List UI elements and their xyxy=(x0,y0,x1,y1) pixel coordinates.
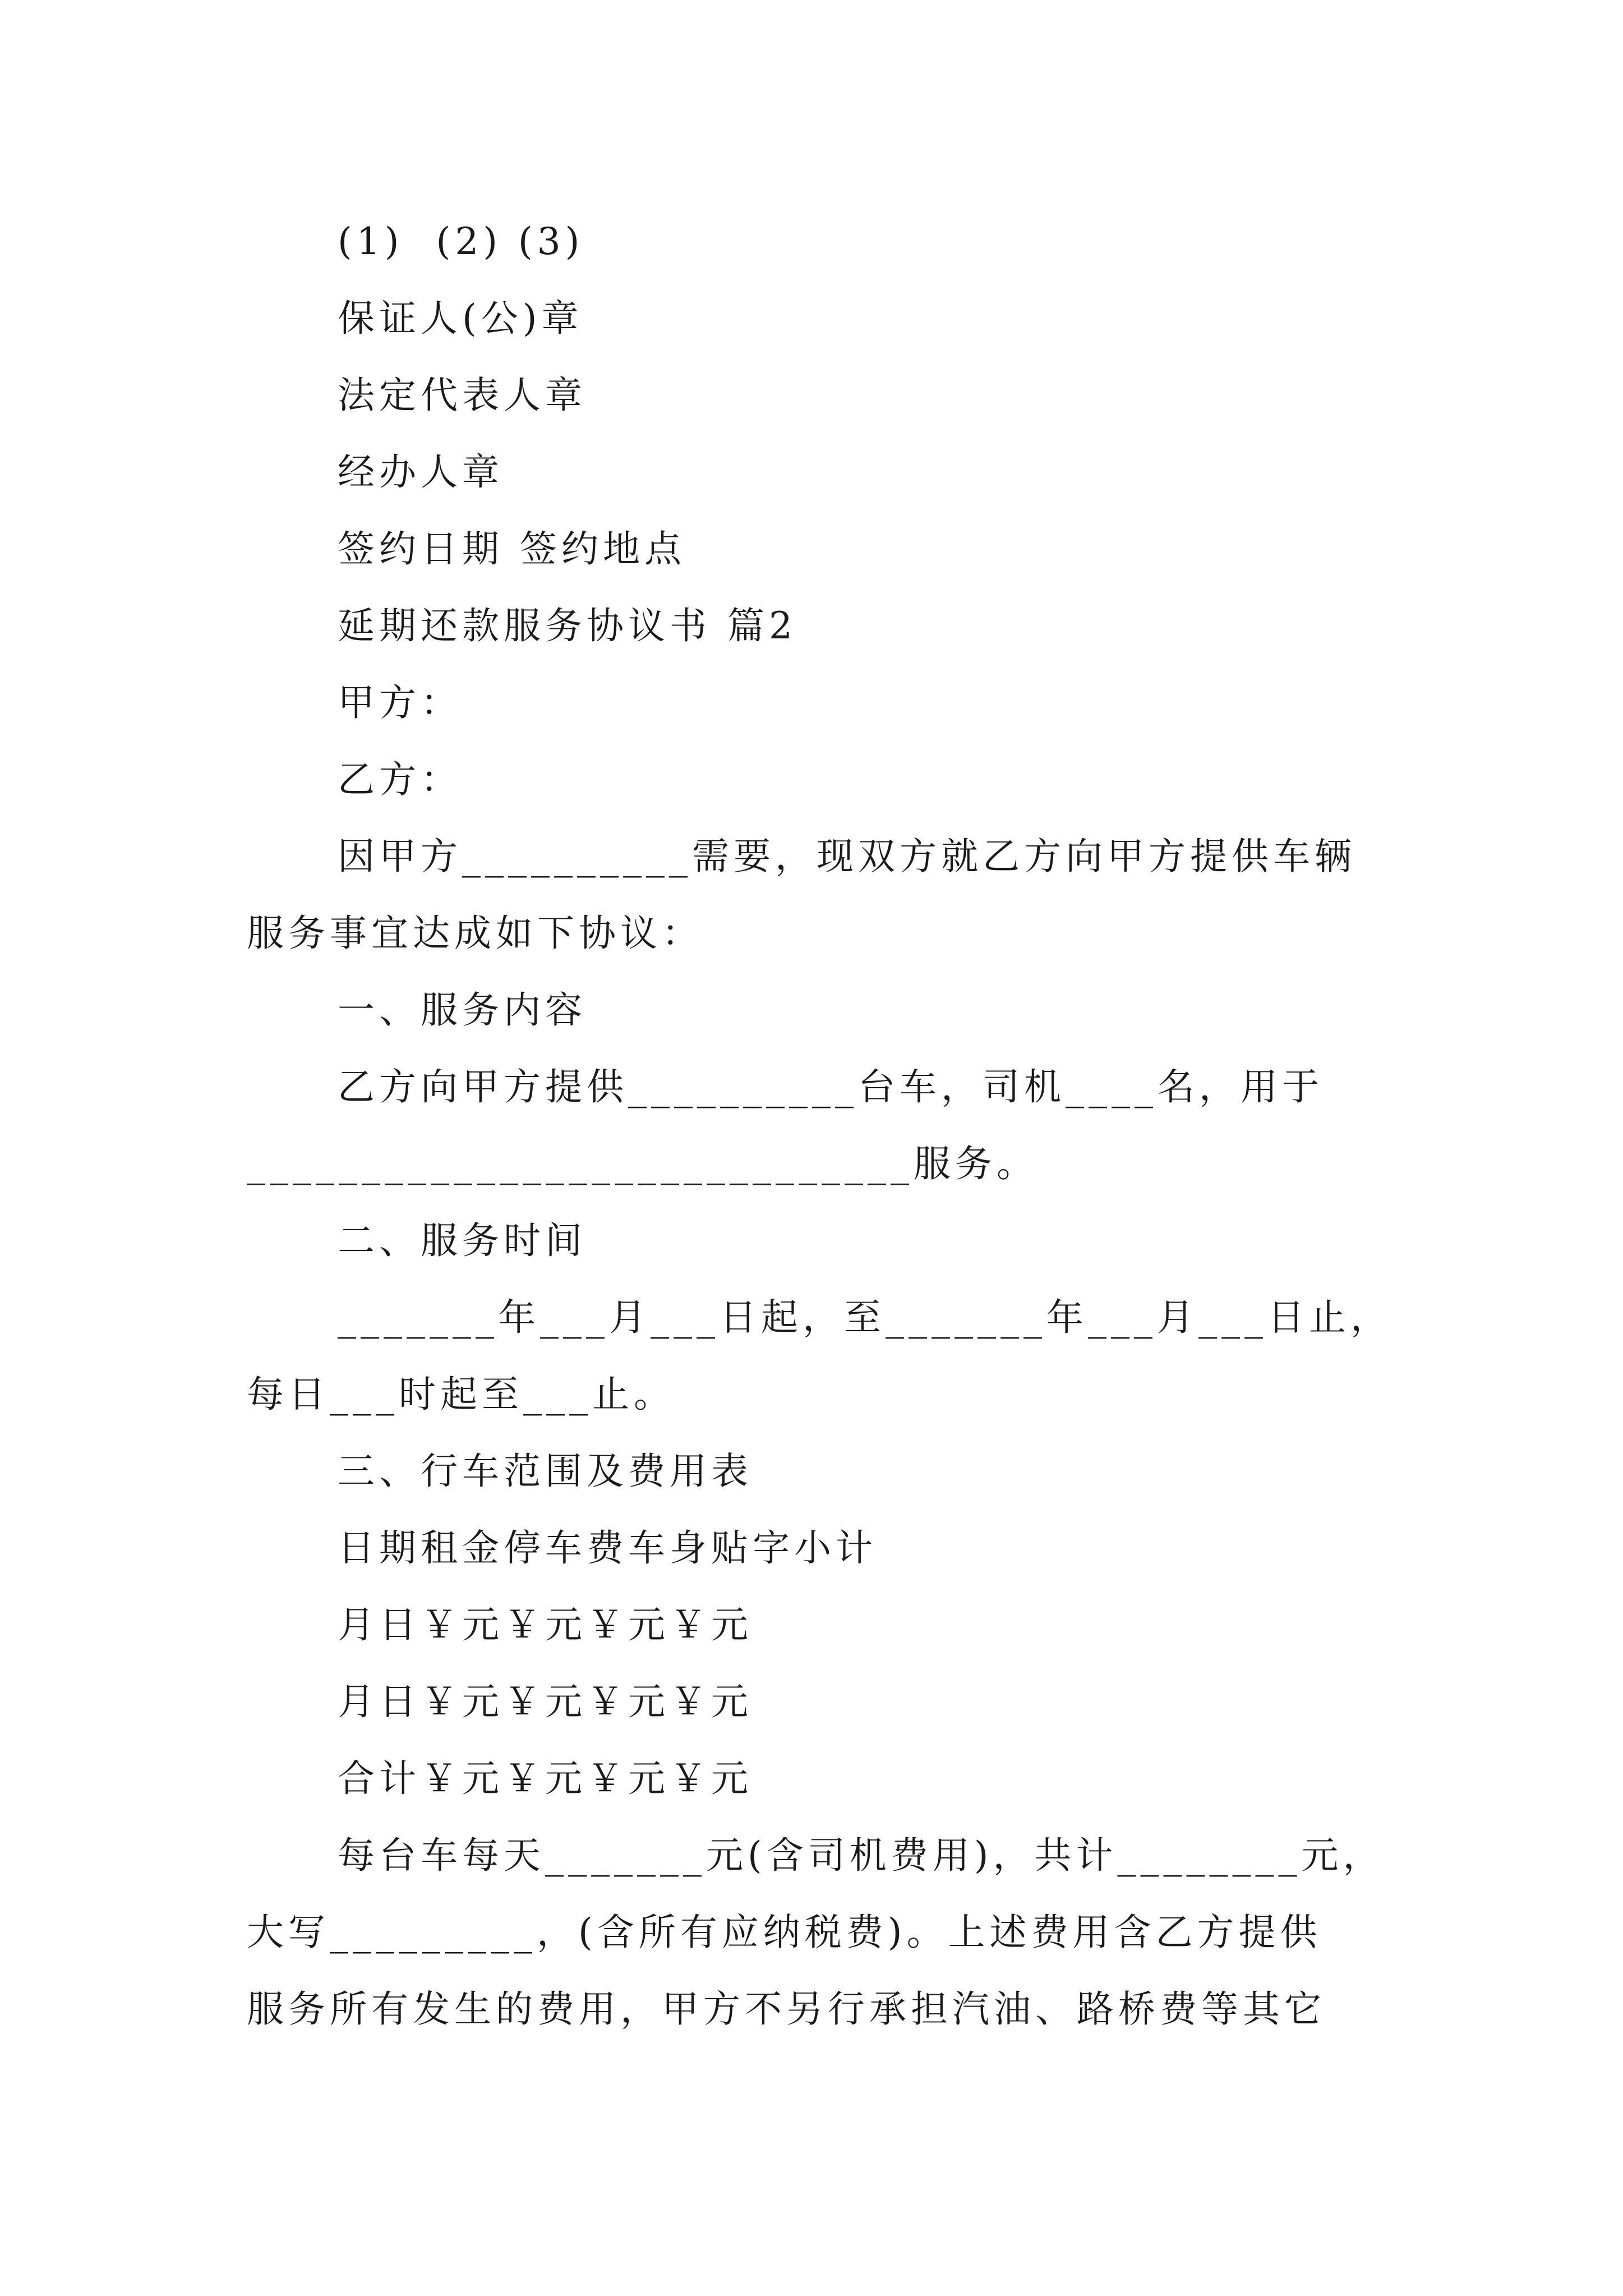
paragraph-line: 大写_________，(含所有应纳税费)。上述费用含乙方提供 xyxy=(247,1911,1322,1954)
guarantor-seal-line: 保证人(公)章 xyxy=(338,297,583,340)
paragraph-line: 因甲方__________需要，现双方就乙方向甲方提供车辆 xyxy=(338,835,1356,878)
party-a-line: 甲方： xyxy=(338,681,462,724)
sign-date-place-line: 签约日期 签约地点 xyxy=(338,527,686,570)
fee-table-row: 月日￥元￥元￥元￥元 xyxy=(338,1680,753,1723)
fee-table-row: 月日￥元￥元￥元￥元 xyxy=(338,1603,753,1646)
clause-heading-1: 一、服务内容 xyxy=(338,988,587,1032)
clause-heading-2: 二、服务时间 xyxy=(338,1219,587,1262)
section-title: 延期还款服务协议书 篇2 xyxy=(338,604,797,647)
handler-seal-line: 经办人章 xyxy=(338,450,504,494)
paragraph-line: 乙方向甲方提供__________台车，司机____名，用于 xyxy=(338,1065,1324,1108)
paragraph-line: 每台车每天_______元(含司机费用)，共计________元， xyxy=(338,1834,1385,1877)
paragraph-line: 每日___时起至___止。 xyxy=(247,1373,675,1416)
paragraph-line: _______年___月___日起，至_______年___月___日止， xyxy=(338,1296,1392,1339)
fee-table-header: 日期租金停车费车身贴字小计 xyxy=(338,1526,877,1570)
fee-table-total: 合计￥元￥元￥元￥元 xyxy=(338,1757,753,1800)
guarantor-items-line: (1) (2) (3) xyxy=(338,220,584,263)
legal-rep-seal-line: 法定代表人章 xyxy=(338,374,587,417)
party-b-line: 乙方： xyxy=(338,758,462,801)
paragraph-line: _____________________________服务。 xyxy=(247,1142,1038,1185)
paragraph-line: 服务事宜达成如下协议： xyxy=(247,912,703,955)
paragraph-line: 服务所有发生的费用，甲方不另行承担汽油、路桥费等其它 xyxy=(247,1987,1326,2031)
clause-heading-3: 三、行车范围及费用表 xyxy=(338,1450,753,1493)
